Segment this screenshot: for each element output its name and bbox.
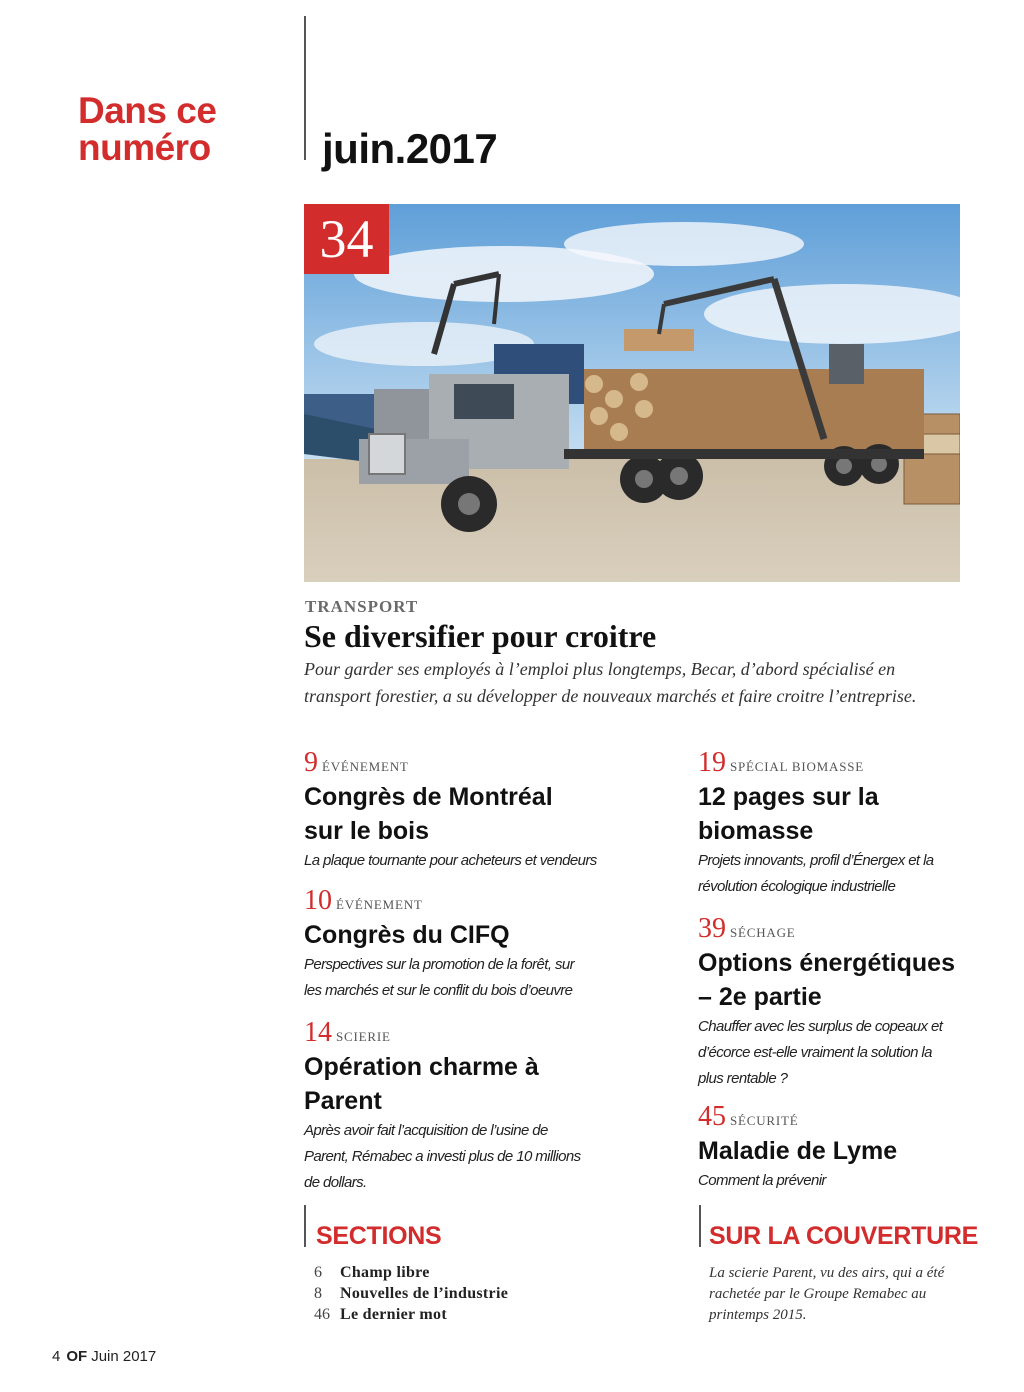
toc-title bbox=[698, 946, 998, 1014]
section-page: 6 bbox=[314, 1264, 322, 1281]
magazine-name: OF bbox=[66, 1348, 88, 1365]
toc-page-number: 45 bbox=[698, 1101, 726, 1132]
sections-divider-line bbox=[304, 1205, 306, 1247]
toc-category: ÉVÉNEMENT bbox=[322, 759, 409, 774]
toc-desc-line: Projets innovants, profil d’Énergex et la bbox=[698, 852, 934, 869]
toc-desc-line: Comment la prévenir bbox=[698, 1172, 826, 1189]
section-name: Nouvelles de l’industrie bbox=[340, 1285, 509, 1302]
toc-page-number: 9 bbox=[304, 747, 318, 778]
toc-page-number: 10 bbox=[304, 885, 332, 916]
toc-page-number: 19 bbox=[698, 747, 726, 778]
feature-category: TRANSPORT bbox=[305, 597, 419, 616]
toc-desc-line: les marchés et sur le conflit du bois d’oeuvre bbox=[304, 982, 573, 999]
toc-category: SCIERIE bbox=[336, 1029, 391, 1044]
toc-desc-line: Après avoir fait l’acquisition de l’usine de bbox=[304, 1122, 548, 1139]
section-heading bbox=[78, 92, 278, 166]
toc-category: SÉCHAGE bbox=[730, 925, 796, 940]
toc-description bbox=[304, 848, 634, 874]
toc-category: SPÉCIAL BIOMASSE bbox=[730, 759, 865, 774]
toc-title-line: Parent bbox=[304, 1087, 382, 1115]
toc-title bbox=[698, 1134, 998, 1168]
toc-description bbox=[698, 1168, 998, 1194]
toc-desc-line: La plaque tournante pour acheteurs et vendeurs bbox=[304, 852, 597, 869]
feature-title[interactable]: Se diversifier pour croitre bbox=[304, 618, 657, 654]
toc-category: SÉCURITÉ bbox=[730, 1113, 799, 1128]
issue-date: juin.2017 bbox=[322, 125, 498, 172]
toc-desc-line: Perspectives sur la promotion de la forêt, sur bbox=[304, 956, 575, 973]
toc-title bbox=[698, 780, 998, 848]
toc-description bbox=[698, 1014, 998, 1092]
toc-category: ÉVÉNEMENT bbox=[336, 897, 423, 912]
toc-item[interactable] bbox=[698, 1102, 998, 1194]
sections-list bbox=[314, 1262, 508, 1325]
logging-truck-photo bbox=[304, 204, 960, 582]
toc-title-line: biomasse bbox=[698, 817, 814, 845]
toc-desc-line: révolution écologique industrielle bbox=[698, 878, 896, 895]
cover-divider-line bbox=[699, 1205, 701, 1247]
toc-desc-line: Parent, Rémabec a investi plus de 10 millions bbox=[304, 1148, 581, 1165]
page-footer bbox=[52, 1348, 156, 1365]
feature-summary: Pour garder ses employés à l’emploi plus longtemps, Becar, d’abord spécialisé en transport forestier, a su développer de nouveaux marchés et faire croitre l’entreprise. bbox=[304, 659, 917, 706]
toc-desc-line: plus rentable ? bbox=[698, 1070, 788, 1087]
toc-item[interactable] bbox=[304, 886, 634, 1004]
section-link[interactable] bbox=[314, 1283, 508, 1304]
section-page: 46 bbox=[314, 1306, 330, 1323]
feature-page-badge: 34 bbox=[304, 204, 389, 274]
toc-desc-line: de dollars. bbox=[304, 1174, 367, 1191]
toc-desc-line: d’écorce est-elle vraiment la solution la bbox=[698, 1044, 932, 1061]
toc-page-number: 14 bbox=[304, 1017, 332, 1048]
header-divider-line bbox=[304, 16, 306, 160]
sections-heading: SECTIONS bbox=[316, 1222, 442, 1250]
toc-title-line: Options énergétiques bbox=[698, 949, 955, 977]
toc-item[interactable] bbox=[698, 914, 998, 1092]
toc-title-line: – 2e partie bbox=[698, 983, 822, 1011]
section-page: 8 bbox=[314, 1285, 322, 1302]
section-name: Le dernier mot bbox=[340, 1306, 447, 1323]
toc-description bbox=[304, 1118, 634, 1196]
toc-page-number: 39 bbox=[698, 913, 726, 944]
toc-title-line: Maladie de Lyme bbox=[698, 1137, 898, 1165]
toc-title bbox=[304, 918, 634, 952]
toc-item[interactable] bbox=[698, 748, 998, 900]
toc-item[interactable] bbox=[304, 1018, 634, 1196]
toc-title-line: Opération charme à bbox=[304, 1053, 539, 1081]
toc-title-line: Congrès du CIFQ bbox=[304, 921, 510, 949]
cover-caption: La scierie Parent, vu des airs, qui a été rachetée par le Groupe Remabec au printemps 2015. bbox=[709, 1265, 945, 1323]
toc-title bbox=[304, 1050, 634, 1118]
section-link[interactable] bbox=[314, 1304, 508, 1325]
toc-description bbox=[698, 848, 998, 900]
section-link[interactable] bbox=[314, 1262, 508, 1283]
feature-photo[interactable] bbox=[304, 204, 960, 582]
toc-title-line: Congrès de Montréal bbox=[304, 783, 553, 811]
toc-title bbox=[304, 780, 634, 848]
toc-desc-line: Chauffer avec les surplus de copeaux et bbox=[698, 1018, 943, 1035]
toc-title-line: 12 pages sur la bbox=[698, 783, 879, 811]
toc-item[interactable] bbox=[304, 748, 634, 874]
cover-heading: SUR LA COUVERTURE bbox=[709, 1222, 978, 1250]
toc-title-line: sur le bois bbox=[304, 817, 430, 845]
heading-line-1: Dans ce bbox=[78, 90, 217, 131]
page-number: 4 bbox=[52, 1348, 61, 1365]
footer-issue: Juin 2017 bbox=[91, 1348, 157, 1365]
section-name: Champ libre bbox=[340, 1264, 430, 1281]
heading-line-2: numéro bbox=[78, 127, 211, 168]
toc-description bbox=[304, 952, 634, 1004]
